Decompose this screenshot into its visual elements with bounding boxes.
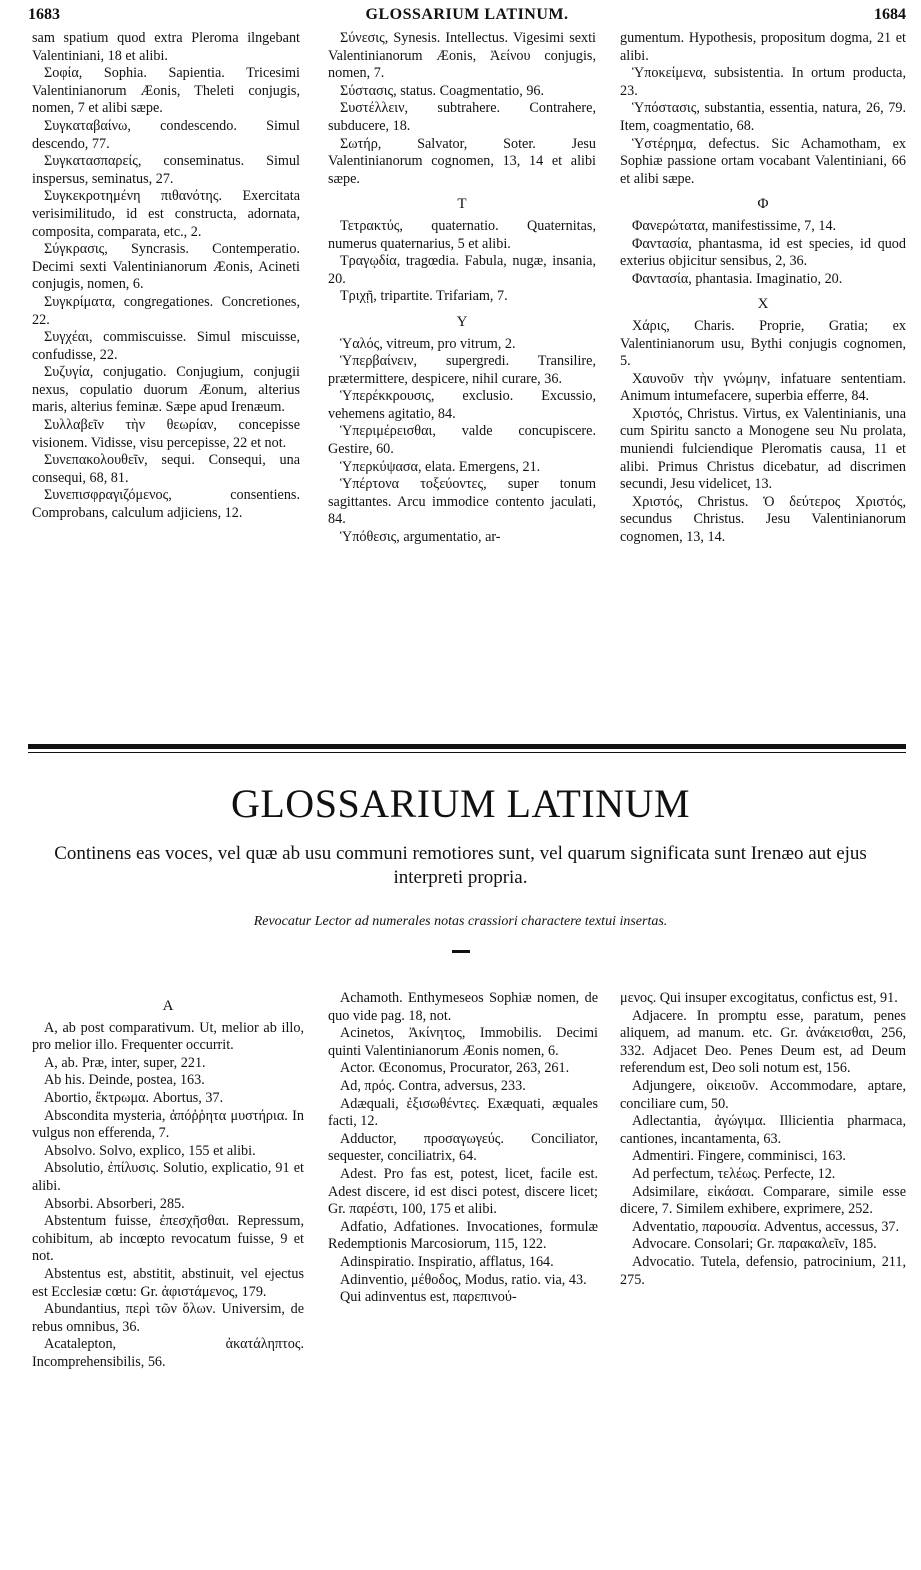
glossary-entry: Qui adinventus est, παρεπινού- (340, 1289, 517, 1306)
glossary-entry: Σωτήρ, Salvator, Soter. Jesu Valentinianorum cognomen, 13, 14 et alibi sæpe. (328, 135, 596, 187)
letter-heading: T (457, 196, 467, 213)
glossary-entry: Τραγῳδία, tragœdia. Fabula, nugæ, insania, 20. (328, 253, 596, 287)
letter-heading: Φ (757, 196, 769, 213)
glossary-entry: Συλλαβεῖν τὴν θεωρίαν, concepisse visionem. Vidisse, visu percepisse, 22 et not. (32, 417, 300, 451)
glossary-entry: Abstentus est, abstitit, abstinuit, vel ejectus est Ecclesiæ cœtu: Gr. ἀφιστάμενος, 179. (32, 1265, 304, 1300)
glossary-entry: Συγκαταβαίνω, condescendo. Simul descendo, 77. (32, 117, 300, 152)
page-number-left: 1683 (28, 6, 60, 23)
glossary-entry: Acinetos, Ἀκίνητος, Immobilis. Decimi quinti Valentinianorum Æonis nomen, 6. (328, 1025, 598, 1059)
glossary-entry: Adinventio, μέθοδος, Modus, ratio. via, 43. (340, 1271, 587, 1288)
glossary-entry: Σύνεσις, Synesis. Intellectus. Vigesimi sexti Valentinianorum Æonis, Ἀείνου conjugis, nomen, 7. (328, 30, 596, 82)
glossary-entry: Ad, πρός. Contra, adversus, 233. (340, 1077, 526, 1094)
glossary-entry: Φαντασία, phantasma, id est species, id quod exterius objicitur sensibus, 2, 36. (620, 235, 906, 270)
glossary-entry: Ὑαλός, vitreum, pro vitrum, 2. (340, 335, 516, 352)
glossary-entry: Ὑπέρτονα τοξεύοντες, super tonum sagittantes. Arcu immodice contento jaculati, 84. (328, 476, 596, 528)
top-column-1 (32, 30, 300, 523)
glossary-entry: Χριστός, Christus. Virtus, ex Valentinianis, una cum Spiritu sancto a Monogene seu Nu prolata, muniendi fulciendique Pleromatis causa, 11 et alibi. Primus Christus dicebatur, ad discrimen secundi, Jesu videlicet, 13. (620, 405, 906, 493)
top-column-2 (328, 30, 596, 547)
glossary-entry: Ab his. Deinde, postea, 163. (44, 1072, 205, 1089)
glossary-entry: Abundantius, περὶ τῶν ὅλων. Universim, de rebus omnibus, 36. (32, 1301, 304, 1335)
glossary-entry: Συνεπισφραγιζόμενος, consentiens. Comprobans, calculum adjiciens, 12. (32, 487, 300, 522)
glossary-entry: μενος. Qui insuper excogitatus, confictus est, 91. (620, 990, 898, 1006)
glossary-entry: Admentiri. Fingere, comminisci, 163. (632, 1148, 846, 1165)
glossary-entry: Συγκατασπαρείς, conseminatus. Simul inspersus, seminatus, 27. (32, 153, 300, 187)
glossary-entry: Χάρις, Charis. Proprie, Gratia; ex Valentinianorum usu, Bythi conjugis cognomen, 5. (620, 317, 906, 370)
glossary-entry: Adjacere. In promptu esse, paratum, penes aliquem, ad manum. etc. Gr. ἀνάκεισθαι, 256, 332. Adjacet Deo. Penes Deum est, ad Deum referendum est, Deo soli notum est, 156. (620, 1007, 906, 1077)
glossary-entry: Abscondita mysteria, ἀπόῤῥητα μυστήρια. In vulgus non efferenda, 7. (32, 1107, 304, 1142)
bottom-column-2 (328, 990, 598, 1307)
glossary-entry: Ὑπερβαίνειν, supergredi. Transilire, prætermittere, despicere, nihil curare, 36. (328, 353, 596, 387)
glossary-entry: Advocatio. Tutela, defensio, patrocinium, 211, 275. (620, 1253, 906, 1288)
glossary-entry: Adæquali, ἐξισωθέντες. Exæquati, æquales facti, 12. (328, 1095, 598, 1130)
glossary-entry: Adinspiratio. Inspiratio, afflatus, 164. (340, 1253, 554, 1270)
glossary-entry: Acatalepton, ἀκατάληπτος. Incomprehensibilis, 56. (32, 1336, 304, 1370)
glossary-entry: Σοφία, Sophia. Sapientia. Tricesimi Valentinianorum Æonis, Theleti conjugis, nomen, 7 et alibi sæpe. (32, 65, 300, 117)
glossary-entry: Τετρακτύς, quaternatio. Quaternitas, numerus quaternarius, 5 et alibi. (328, 217, 596, 252)
glossary-entry: A, ab. Præ, inter, super, 221. (44, 1054, 206, 1071)
bottom-column-1 (32, 990, 304, 1371)
glossary-entry: Ὑπόθεσις, argumentatio, ar- (340, 529, 501, 546)
glossary-entry: Absorbi. Absorberi, 285. (44, 1195, 185, 1212)
glossary-entry: Ὑπερκύψασα, elata. Emergens, 21. (340, 458, 541, 475)
glossary-entry: Abstentum fuisse, ἐπεσχῆσθαι. Repressum, cohibitum, ab incœpto revocatum fuisse, 9 et not. (32, 1213, 304, 1265)
glossary-entry: Συγκρίματα, congregationes. Concretiones, 22. (32, 293, 300, 328)
section-subtitle: Continens eas voces, vel quæ ab usu communi remotiores sunt, vel quarum significata sunt Irenæo aut ejus interpreti propria. (54, 843, 867, 888)
glossary-entry: Συγκεκροτημένη πιθανότης. Exercitata verisimilitudo, id est constructa, adornata, composita, comparata, etc., 2. (32, 188, 300, 240)
glossary-entry: Ὑποκείμενα, subsistentia. In ortum producta, 23. (620, 65, 906, 99)
glossary-entry: Σύστασις, status. Coagmentatio, 96. (340, 82, 545, 99)
ornament-dash (452, 950, 470, 953)
glossary-entry: Adventatio, παρουσία. Adventus, accessus, 37. (632, 1218, 900, 1235)
glossary-entry: Adsimilare, εἰκάσαι. Comparare, simile esse dicere, 7. Similem exhibere, exprimere, 252. (620, 1183, 906, 1218)
glossary-entry: Ὑπόστασις, substantia, essentia, natura, 26, 79. Item, coagmentatio, 68. (620, 100, 906, 134)
running-header (28, 6, 906, 28)
glossary-entry: Ὑπερέκκρουσις, exclusio. Excussio, vehemens agitatio, 84. (328, 388, 596, 422)
glossary-entry: Συζυγία, conjugatio. Conjugium, conjugii nexus, copulatio duorum Æonum, alterius maris, alterius feminæ. Sæpe apud Irenæum. (32, 364, 300, 416)
glossary-entry: Συστέλλειν, subtrahere. Contrahere, subducere, 18. (328, 100, 596, 134)
glossary-entry: sam spatium quod extra Pleroma ilngebant Valentiniani, 18 et alibi. (32, 30, 300, 64)
page-number-right: 1684 (874, 6, 906, 23)
section-divider-thin (28, 752, 906, 753)
section-divider-thick (28, 744, 906, 749)
glossary-entry: gumentum. Hypothesis, propositum dogma, 21 et alibi. (620, 30, 906, 64)
reader-note: Revocatur Lector ad numerales notas crassiori charactere textui insertas. (253, 914, 668, 929)
glossary-entry: Adjungere, οἰκειοῦν. Accommodare, aptare, conciliare cum, 50. (620, 1077, 906, 1112)
glossary-entry: Advocare. Consolari; Gr. παρακαλεῖν, 185. (632, 1236, 877, 1253)
glossary-entry: Absolvo. Solvo, explico, 155 et alibi. (44, 1142, 256, 1159)
glossary-entry: Φαντασία, phantasia. Imaginatio, 20. (632, 270, 843, 287)
glossary-entry: Adfatio, Adfationes. Invocationes, formulæ Redemptionis Marcosiorum, 115, 122. (328, 1218, 598, 1253)
letter-heading: Υ (456, 313, 468, 330)
glossary-entry: Ὑπεριμέρεισθαι, valde concupiscere. Gestire, 60. (328, 423, 596, 458)
glossary-entry: Φανερώτατα, manifestissime, 7, 14. (632, 217, 837, 234)
glossary-entry: Ὑστέρημα, defectus. Sic Achamotham, ex Sophiæ passione ortam vocabant Valentiniani, 66 et alibi sæpe. (620, 135, 906, 187)
glossary-entry: Adductor, προσαγωγεύς. Conciliator, sequester, conciliatrix, 64. (328, 1130, 598, 1165)
letter-heading: A (162, 998, 174, 1014)
top-column-3 (620, 30, 906, 547)
bottom-column-3 (620, 990, 906, 1289)
glossary-entry: Ad perfectum, τελέως. Perfecte, 12. (632, 1165, 836, 1182)
glossary-entry: Actor. Œconomus, Procurator, 263, 261. (340, 1060, 570, 1077)
glossary-entry: Abortio, ἔκτρωμα. Abortus, 37. (44, 1089, 224, 1106)
running-title: GLOSSARIUM LATINUM. (365, 6, 569, 23)
glossary-entry: Absolutio, ἐπίλυσις. Solutio, explicatio, 91 et alibi. (32, 1160, 304, 1194)
glossary-entry: Adest. Pro fas est, potest, licet, facile est. Adest discere, id est disci potest, discere licet; Gr. παρέστι, 100, 175 et alibi. (328, 1165, 598, 1218)
glossary-entry: Σύγκρασις, Syncrasis. Contemperatio. Decimi sexti Valentinianorum Æonis, Acineti conjugis, nomen, 6. (32, 241, 300, 293)
glossary-entry: Achamoth. Enthymeseos Sophiæ nomen, de quo vide pag. 18, not. (328, 990, 598, 1024)
letter-heading: X (757, 296, 769, 313)
glossary-entry: A, ab post comparativum. Ut, melior ab illo, pro melior illo. Frequenter occurrit. (32, 1019, 304, 1054)
glossary-entry: Τριχῇ, tripartite. Trifariam, 7. (340, 288, 508, 305)
glossary-entry: Χριστός, Christus. Ὁ δεύτερος Χριστός, secundus Christus. Jesu Valentinianorum cognomen, 13, 14. (620, 493, 906, 546)
section-title: GLOSSARIUM LATINUM (230, 781, 691, 826)
glossary-entry: Συγχέαι, commiscuisse. Simul miscuisse, confudisse, 22. (32, 329, 300, 363)
glossary-entry: Adlectantia, ἀγώγιμα. Illicientia pharmaca, cantiones, incantamenta, 63. (620, 1113, 906, 1147)
glossary-entry: Συνεπακολουθεῖν, sequi. Consequi, una consequi, 68, 81. (32, 452, 300, 486)
glossary-entry: Χαυνοῦν τὴν γνώμην, infatuare sententiam. Animum intumefacere, superbia efferre, 84. (620, 370, 906, 405)
